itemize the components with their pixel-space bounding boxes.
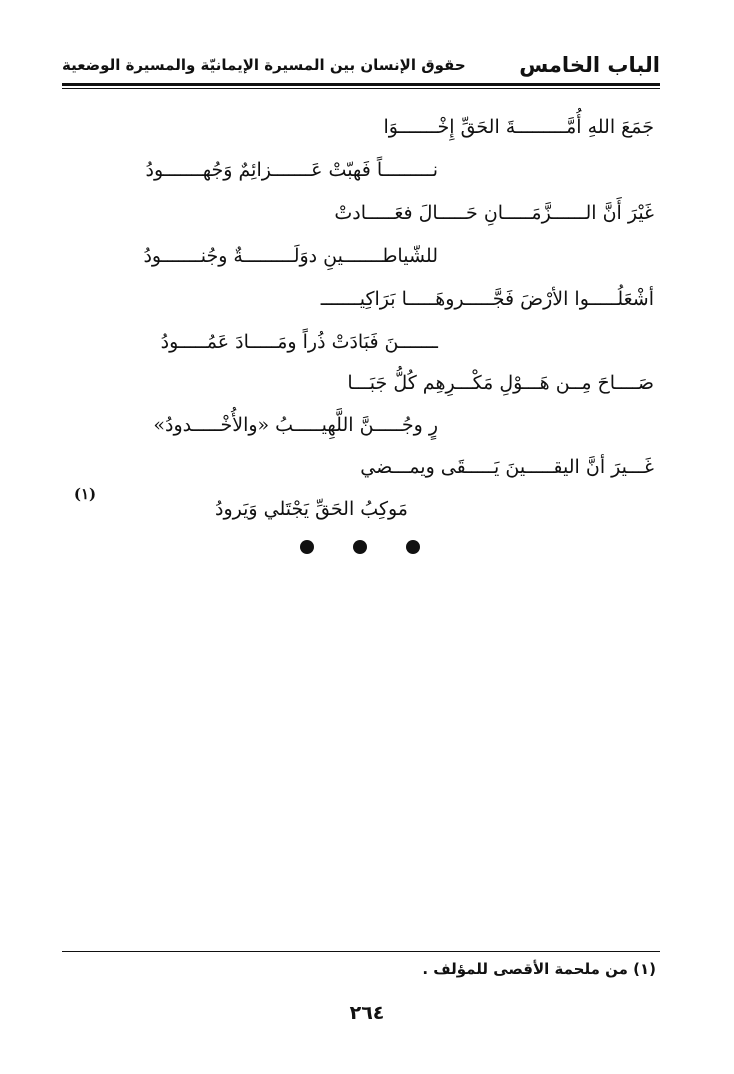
verse-line: صَــــاحَ مِــن هَـــوْلِ مَكْـــرِهِم كُلُّ جَبَـــا — [347, 372, 654, 394]
separator-dot — [353, 540, 367, 554]
verse-line: مَوكِبُ الحَقِّ يَجْتَلي وَيَرودُ — [215, 498, 408, 520]
verse-line: للشّياطـــــــينِ دوَلَـــــــــةٌ وجُنـــــــودُ — [143, 245, 438, 267]
book-title: حقوق الإنسان بين المسيرة الإيمانيّة والمسيرة الوضعية — [62, 56, 466, 74]
separator-dot — [406, 540, 420, 554]
verse-line: نـــــــــاً فَهبّتْ عَـــــــزائِمٌ وَجُهـــــــودُ — [145, 159, 438, 181]
verse-line: غَـــيرَ أنَّ اليقـــــينَ يَـــــقَى ويمـــضي — [360, 456, 654, 478]
chapter-title: الباب الخامس — [519, 53, 660, 77]
section-separator — [300, 538, 420, 556]
separator-dot — [300, 540, 314, 554]
page-header — [62, 50, 660, 80]
footnote-marker: (١) — [73, 485, 97, 503]
footnote-rule — [62, 951, 660, 952]
header-rule-thin — [62, 88, 660, 89]
verse-line: غَيْرَ أَنَّ الــــــزَّمَـــــانِ حَـــــالَ فعَـــــادتْ — [334, 202, 654, 224]
footnote-text: (١) من ملحمة الأقصى للمؤلف . — [422, 960, 656, 978]
verse-line: رٍ وجُـــــنَّ اللَّهِيـــــبُ «والأُخْـــــدودُ» — [153, 414, 438, 436]
header-rule-thick — [62, 83, 660, 86]
verse-line: ـــــــنَ فَبَادَتْ ذُراً ومَـــــادَ عَمُـــــودُ — [160, 331, 438, 353]
page-number: ٢٦٤ — [349, 1002, 385, 1024]
verse-line: جَمَعَ اللهِ أُمَّـــــــــةَ الحَقِّ إِخْـــــــوَا — [383, 116, 654, 138]
verse-line: أشْعَلُـــــوا الأرْضَ فَجَّـــــروهَـــــا بَرَاكِيـــــــ — [320, 288, 654, 310]
